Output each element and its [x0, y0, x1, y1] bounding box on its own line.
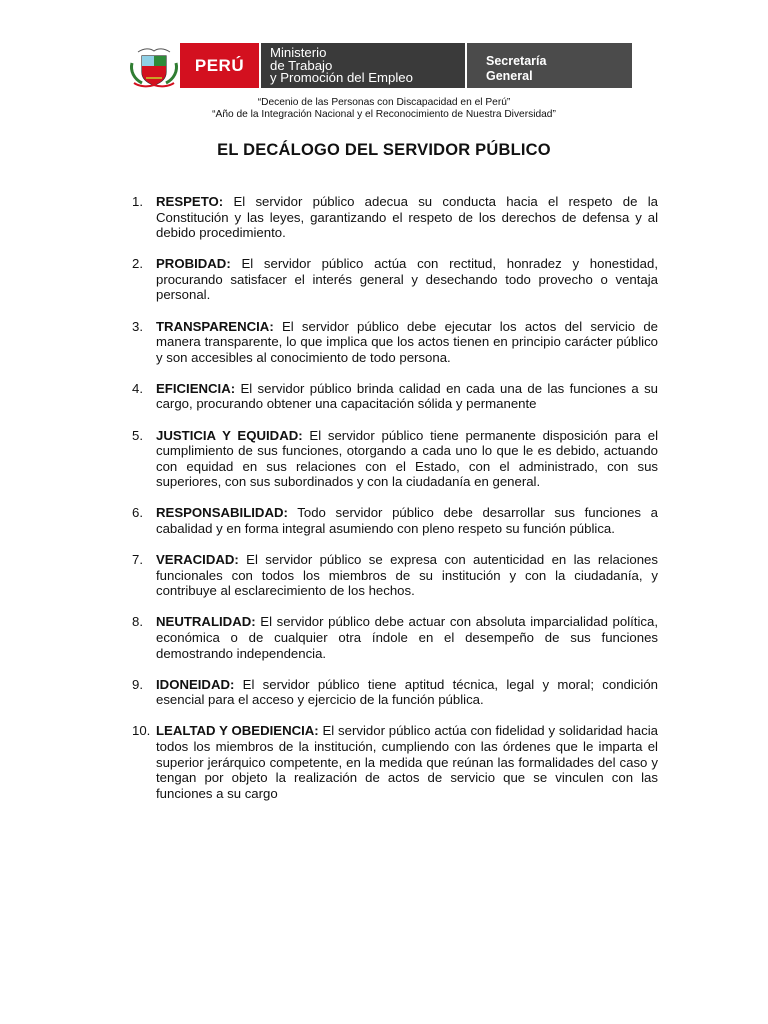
item-text: El servidor público debe actuar con absoluta imparcialidad política, económica o de cualquier otra índole en el desempeño de sus funciones demostrando independencia.: [156, 614, 658, 661]
institutional-header: [128, 43, 632, 88]
decalogue-list: [132, 194, 658, 817]
item-term: JUSTICIA Y EQUIDAD:: [156, 427, 303, 443]
secretaria-line: Secretaría: [486, 54, 547, 68]
coat-of-arms-icon: [128, 43, 180, 88]
list-item: [132, 505, 658, 536]
list-item: [132, 552, 658, 599]
ministry-name: [261, 43, 467, 88]
item-text: El servidor público debe ejecutar los actos del servicio de manera transparente, lo que implica que los actos tienen en principio carácter público y son accesibles al conocimiento de todo persona.: [156, 318, 658, 365]
ministry-line: de Trabajo: [270, 57, 333, 73]
year-line: “Año de la Integración Nacional y el Reconocimiento de Nuestra Diversidad”: [212, 109, 556, 120]
item-term: RESPONSABILIDAD:: [156, 505, 288, 521]
item-term: TRANSPARENCIA:: [156, 318, 274, 334]
item-number: 4.: [132, 380, 143, 396]
list-item: [132, 319, 658, 366]
list-item: [132, 677, 658, 708]
item-number: 6.: [132, 505, 143, 521]
item-term: VERACIDAD:: [156, 552, 239, 568]
item-term: PROBIDAD:: [156, 256, 231, 272]
item-number: 7.: [132, 552, 143, 568]
coat-of-arms-logo: [128, 43, 180, 88]
list-item: [132, 428, 658, 490]
item-number: 3.: [132, 318, 143, 334]
year-designation: [0, 97, 768, 121]
item-term: RESPETO:: [156, 194, 224, 209]
item-text: El servidor público actúa con rectitud, honradez y honestidad, procurando satisfacer el interés general y desechando todo provecho o ventaja personal.: [156, 256, 658, 303]
item-text: El servidor público tiene aptitud técnica, legal y moral; condición esencial para el acceso y ejercicio de la función pública.: [156, 676, 658, 708]
item-number: 10.: [132, 723, 151, 739]
item-number: 5.: [132, 427, 143, 443]
item-number: 1.: [132, 194, 143, 209]
item-text: El servidor público actúa con fidelidad y solidaridad hacia todos los miembros de la institución, cumpliendo con las órdenes que le imparta el superior jerárquico competente, en la medida que reúnan las formalidades del caso y tengan por objeto la realización de actos de servicio que se vinculen con las funciones a su cargo: [156, 723, 658, 801]
item-text: El servidor público tiene permanente disposición para el cumplimiento de sus funciones, otorgando a cada uno lo que le es debido, actuando con equidad en sus relaciones con el Estado, con el administrado, con sus superiores, con sus subordinados y con la ciudadanía en general.: [156, 427, 658, 490]
list-item: [132, 381, 658, 412]
item-text: El servidor público se expresa con autenticidad en las relaciones funcionales con todos los miembros de su institución y con la ciudadanía, y contribuye al esclarecimiento de los hechos.: [156, 552, 658, 599]
item-term: LEALTAD Y OBEDIENCIA:: [156, 723, 319, 739]
item-text: Todo servidor público debe desarrollar sus funciones a cabalidad y en forma integral asumiendo con pleno respeto su función pública.: [156, 505, 658, 536]
list-item: [132, 194, 658, 241]
item-term: IDONEIDAD:: [156, 676, 235, 692]
secretaria-line: General: [486, 68, 533, 83]
item-text: El servidor público adecua su conducta hacia el respeto de la Constitución y las leyes, garantizando el respeto de los derechos de defensa y al debido procedimiento.: [156, 194, 658, 241]
item-text: El servidor público brinda calidad en cada una de las funciones a su cargo, procurando obtener una capacitación sólida y permanente: [156, 380, 658, 412]
list-item: [132, 256, 658, 303]
peru-label: PERÚ: [180, 43, 261, 88]
item-number: 2.: [132, 256, 143, 272]
document-title: EL DECÁLOGO DEL SERVIDOR PÚBLICO: [217, 141, 551, 159]
item-number: 9.: [132, 676, 143, 692]
list-item: [132, 614, 658, 661]
item-term: EFICIENCIA:: [156, 380, 236, 396]
decenio-line: “Decenio de las Personas con Discapacidad en el Perú”: [257, 97, 511, 108]
ministry-line: y Promoción del Empleo: [270, 70, 413, 85]
item-number: 8.: [132, 614, 143, 630]
secretaria-general: [467, 43, 632, 88]
ministry-line: Ministerio: [270, 45, 327, 60]
item-term: NEUTRALIDAD:: [156, 614, 256, 630]
list-item: [132, 723, 658, 801]
